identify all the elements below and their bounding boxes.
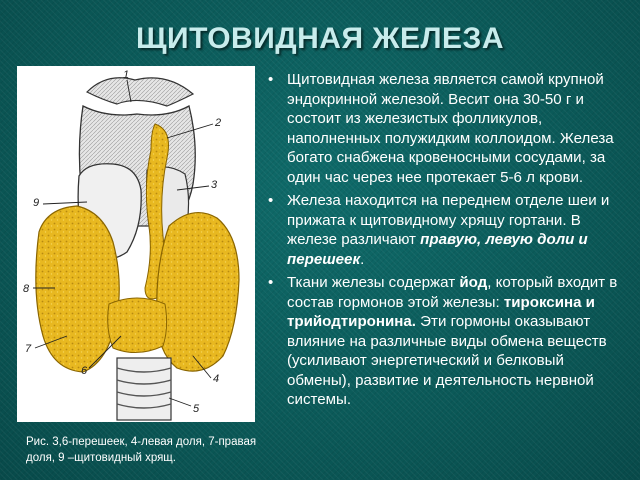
bullet-item-1 [266, 70, 626, 187]
bullet-icon: • [268, 192, 274, 209]
label-4: 4 [213, 373, 220, 385]
bullet-icon: • [268, 71, 274, 88]
label-9: 9 [33, 197, 40, 209]
bullet-text: Железа находится на переднем отделе шеи и прижата к щитовидному хрящу гортани. В железе различают [287, 192, 610, 248]
bullet-item-3 [266, 273, 626, 410]
trachea [117, 358, 171, 420]
bullet-text: , который входит в состав гормонов этой железы: [287, 274, 618, 311]
label-6: 6 [81, 365, 88, 377]
label-1: 1 [123, 69, 130, 81]
bullet-text: . [360, 250, 365, 268]
bullet-icon: • [268, 274, 274, 291]
bullet-bold: йод [459, 274, 488, 291]
bullet-item-2 [266, 191, 626, 269]
right-lobe [36, 206, 119, 372]
slide-title: ЩИТОВИДНАЯ ЖЕЛЕЗА [135, 22, 505, 55]
label-2: 2 [215, 117, 222, 129]
bullet-bold: тироксина и трийодтиронина. [287, 293, 595, 330]
bullet-text: Эти гормоны оказывают влияние на различные виды обмена веществ (усиливают энергетический и белковый обмены), развитие и деятельность нервной системы. [287, 313, 607, 408]
label-5: 5 [193, 403, 200, 415]
thyroid-drawing [17, 66, 255, 422]
epiglottis [87, 78, 193, 106]
label-8: 8 [23, 283, 30, 295]
figure-caption: Рис. 3,6-перешеек, 4-левая доля, 7-правая доля, 9 –щитовидный хрящ. [26, 436, 257, 464]
bullet-list [266, 70, 626, 414]
isthmus [108, 298, 167, 353]
label-7: 7 [25, 343, 32, 355]
label-3: 3 [211, 179, 218, 191]
bullet-emphasis: правую, левую доли и перешеек [287, 231, 588, 268]
left-lobe [157, 213, 239, 372]
thyroid-illustration [17, 66, 255, 422]
bullet-text: Ткани железы содержат [287, 274, 460, 291]
bullet-text: Щитовидная железа является самой крупной эндокринной железой. Весит она 30-50 г и состоит из железистых фолликулов, наполненных полужидким коллоидом. Железа богато снабжена кровеносными сосудами, за один час через нее протекает 5-6 л крови. [287, 71, 614, 186]
